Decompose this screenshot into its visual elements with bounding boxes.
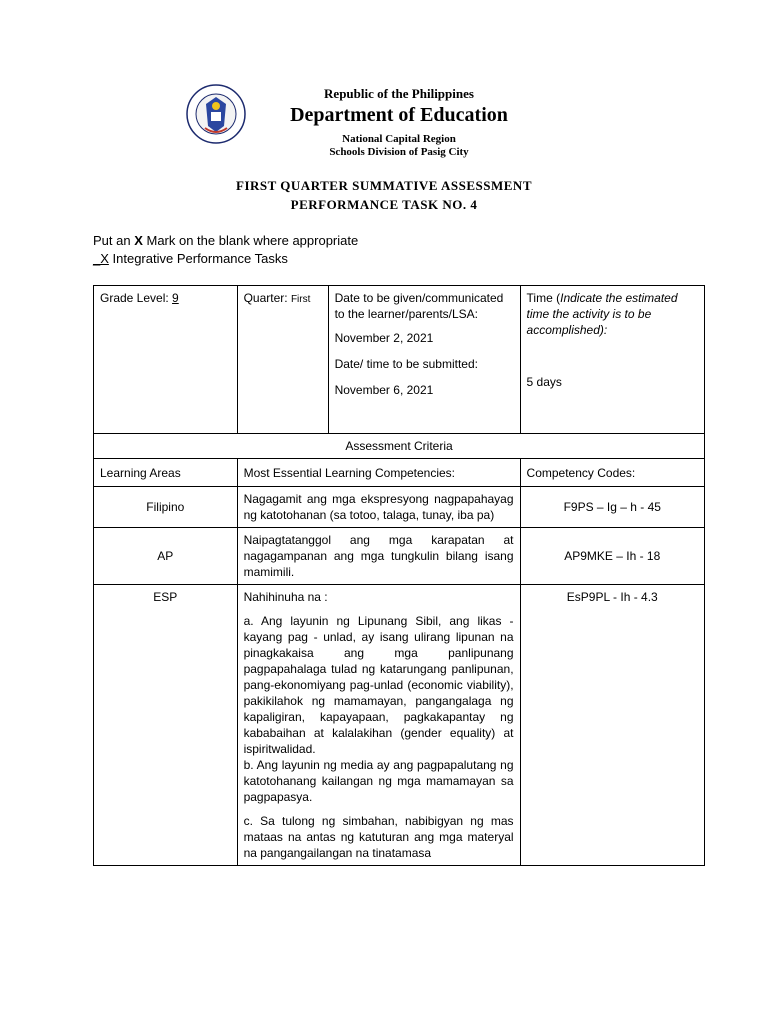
time-value: 5 days [526,375,562,389]
republic-heading: Republic of the Philippines [324,86,474,101]
header-row [94,459,705,487]
quarter-value: First [290,294,311,305]
grade-value: 9 [172,291,179,305]
table-row [94,585,705,866]
criteria-title: Assessment Criteria [94,434,705,459]
date-submit-label: Date/ time to be submitted: [334,357,478,371]
competency: Nagagamit ang mga ekspresyong nagpapahayag ng katotohanan (sa totoo, talaga, tunay, iba pa) [237,487,520,528]
department-heading: Department of Education [290,104,508,126]
header-learning-areas: Learning Areas [94,459,238,487]
learning-area: ESP [94,585,238,866]
table-row [94,528,705,585]
instruction-line-1: Put an X Mark on the blank where appropriate [93,233,359,248]
region-heading: National Capital Region [342,133,456,145]
competency-code: F9PS – Ig – h - 45 [520,487,704,528]
x-mark: X [134,233,143,248]
competency-item-a: a. Ang layunin ng Lipunang Sibil, ang likas -kayang pag - unlad, ay isang ulirang lipunan na pinagkakaisa ang mga panlipunang pagpapahalaga tulad ng katarungang panlipunan, pang-ekonomiyang pag-unlad (economic viability), pakikilahok ng mamamayan, pangangalaga ng kapaligiran, kapayapaan, pagkakapantay ng kababaihan at kalalakihan (gender equality) at ispiritwalidad. [243,614,514,756]
competency-item-c: c. Sa tulong ng simbahan, nabibigyan ng mas mataas na antas ng katuturan ang mga materyal na pangangailangan na tinatamasa [243,814,514,860]
competency-item-b: b. Ang layunin ng media ay ang pagpapalutang ng katotohanang kailangan ng mga mamamayan sa pagpapasya. [243,758,514,804]
competency [237,585,520,866]
learning-area: Filipino [94,487,238,528]
competency-intro: Nahihinuha na : [243,590,328,604]
time-note: Indicate the estimated time the activity is to be accomplished): [526,291,678,337]
header-competencies: Most Essential Learning Competencies: [237,459,520,487]
date-given-value: November 2, 2021 [334,331,434,345]
learning-area: AP [94,528,238,585]
competency-code: AP9MKE – Ih - 18 [520,528,704,585]
competency-code: EsP9PL - Ih - 4.3 [520,585,704,866]
time-cell: Time (Indicate the estimated time the activity is to be accomplished): 5 days [520,286,704,434]
dates-cell [328,286,519,433]
task-type-blank: _X [93,251,109,266]
table-row [94,487,705,528]
assessment-table [93,285,705,866]
date-submit-value: November 6, 2021 [334,383,434,397]
date-given-label: Date to be given/communicated to the learner/parents/LSA: [334,291,504,321]
document-subtitle: PERFORMANCE TASK NO. 4 [290,197,478,212]
instruction-line-2: _X Integrative Performance Tasks [93,251,288,266]
info-row [94,286,705,434]
division-heading: Schools Division of Pasig City [329,146,469,158]
grade-level-cell: Grade Level: 9 [94,286,238,434]
quarter-cell: Quarter: First [238,286,329,433]
document-title: FIRST QUARTER SUMMATIVE ASSESSMENT [236,178,532,193]
instructions [93,232,358,268]
competency: Naipagtatanggol ang mga karapatan at nagagampanan ang mga tungkulin bilang isang mamimili. [237,528,520,585]
criteria-title-row [94,434,705,459]
header-codes: Competency Codes: [520,459,704,487]
